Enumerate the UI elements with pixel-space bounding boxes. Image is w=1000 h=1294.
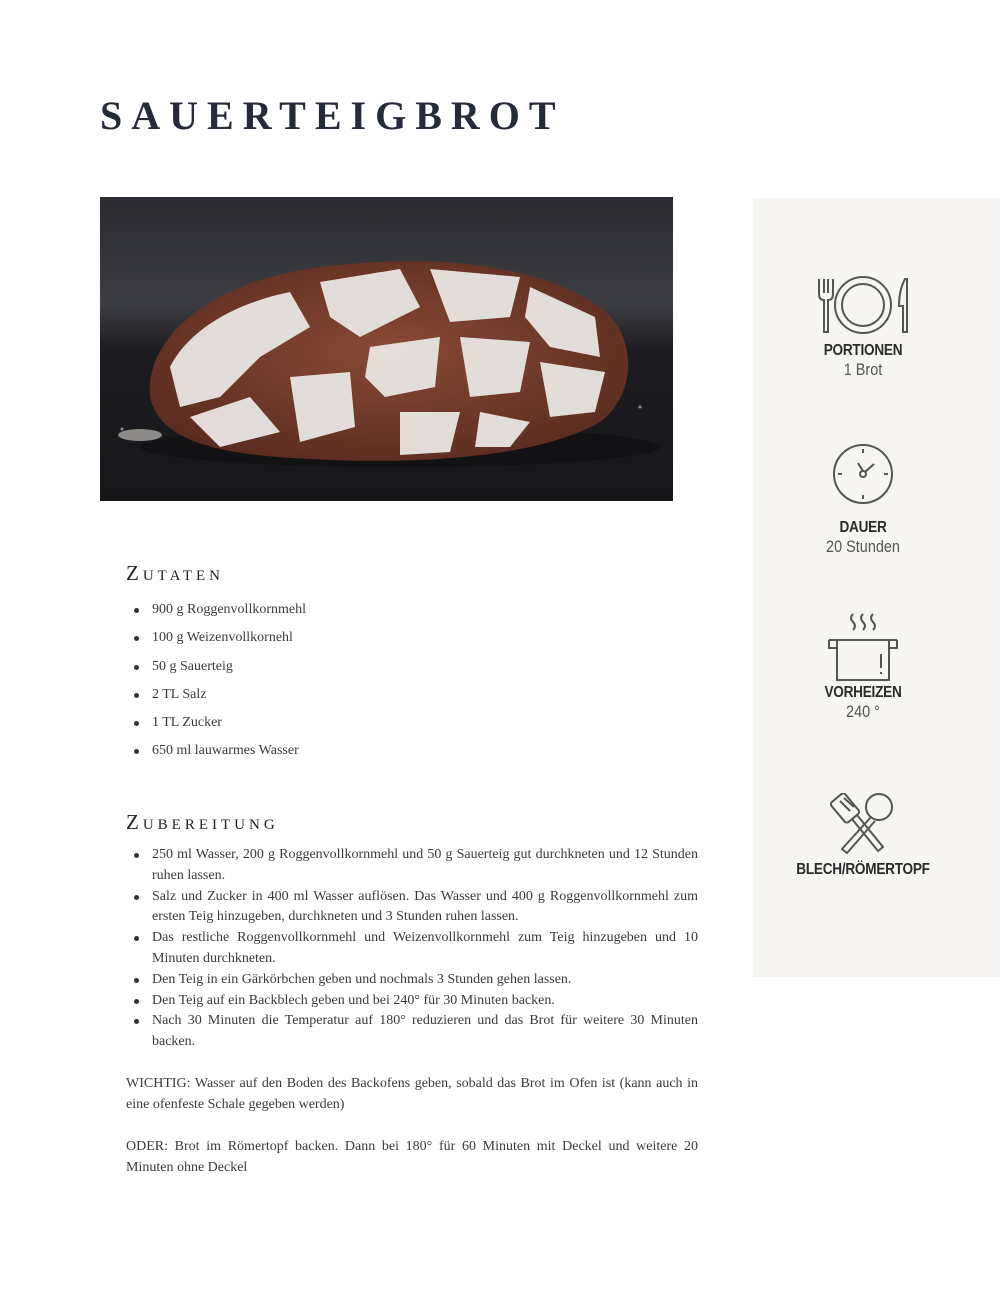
duration-stat <box>753 443 973 557</box>
preparation-step: Den Teig in ein Gärkörbchen geben und nochmals 3 Stunden gehen lassen. <box>126 970 698 991</box>
duration-label: DAUER <box>839 519 887 536</box>
cooking-pot-icon <box>827 610 899 682</box>
spatula-spoon-icon <box>830 793 896 855</box>
clock-icon <box>832 443 894 505</box>
preheat-stat <box>753 610 973 722</box>
servings-value: 1 Brot <box>843 360 883 379</box>
equipment-stat <box>753 793 973 879</box>
ingredient-item: 50 g Sauerteig <box>126 657 306 685</box>
servings-label: PORTIONEN <box>823 342 903 359</box>
ingredient-item: 2 TL Salz <box>126 685 306 713</box>
plate-cutlery-icon <box>815 276 911 336</box>
preparation-step: 250 ml Wasser, 200 g Roggenvollkornmehl und 50 g Sauerteig gut durchkneten und 12 Stunden ruhen lassen. <box>126 845 698 887</box>
servings-stat <box>753 276 973 380</box>
ingredient-item: 1 TL Zucker <box>126 713 306 741</box>
preparation-step: Nach 30 Minuten die Temperatur auf 180° reduzieren und das Brot für weitere 30 Minuten backen. <box>126 1011 698 1053</box>
preparation-heading: Zubereitung <box>126 810 279 834</box>
ingredient-item: 100 g Weizenvollkornehl <box>126 628 306 656</box>
ingredients-list <box>126 600 306 770</box>
important-note: WICHTIG: Wasser auf den Boden des Backofens geben, sobald das Brot im Ofen ist (kann auch in eine ofenfeste Schale gegeben werden) <box>126 1076 698 1112</box>
ingredients-heading: Zutaten <box>126 561 224 585</box>
preparation-step: Das restliche Roggenvollkornmehl und Weizenvollkornmehl zum Teig hinzugeben und 10 Minuten durchkneten. <box>126 928 698 970</box>
preparation-steps <box>126 845 698 1053</box>
page-title: SAUERTEIGBROT <box>100 93 565 138</box>
preheat-value: 240 ° <box>846 702 880 721</box>
duration-value: 20 Stunden <box>826 537 900 556</box>
preparation-step: Den Teig auf ein Backblech geben und bei 240° für 30 Minuten backen. <box>126 991 698 1012</box>
ingredient-item: 650 ml lauwarmes Wasser <box>126 741 306 769</box>
preheat-label: VORHEIZEN <box>824 684 902 701</box>
ingredient-item: 900 g Roggenvollkornmehl <box>126 600 306 628</box>
preparation-step: Salz und Zucker in 400 ml Wasser auflösen. Das Wasser und 400 g Roggenvollkornmehl zum ersten Teig hinzugeben, durchkneten und 3 Stunden ruhen lassen. <box>126 887 698 929</box>
bread-photo <box>100 197 673 501</box>
equipment-label: BLECH/RÖMERTOPF <box>796 861 930 878</box>
recipe-info-sidebar <box>753 198 1000 977</box>
alternative-note: ODER: Brot im Römertopf backen. Dann bei 180° für 60 Minuten mit Deckel und weitere 20 Minuten ohne Deckel <box>126 1139 698 1175</box>
